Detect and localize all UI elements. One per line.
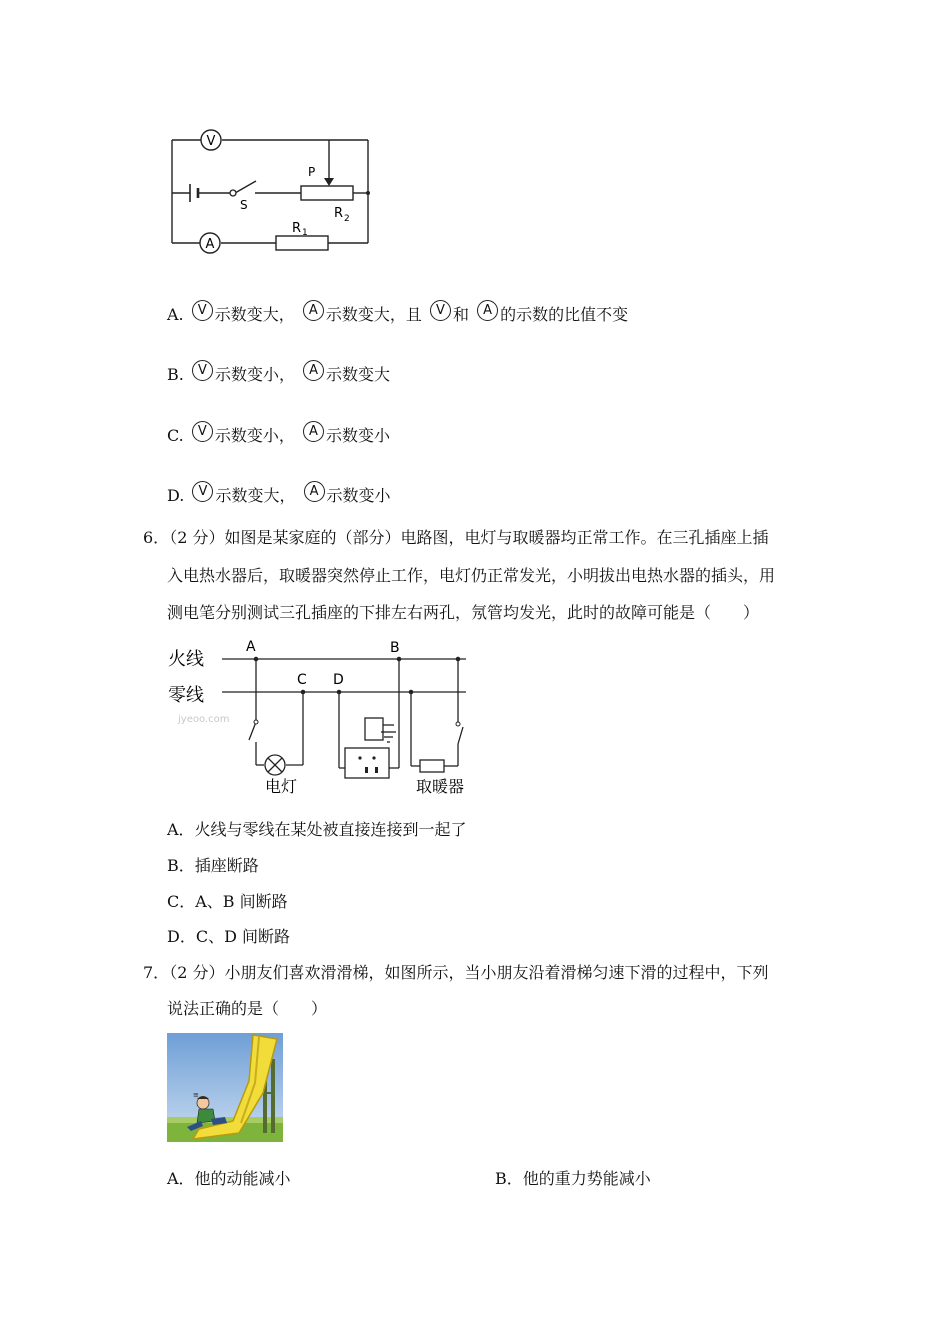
circuit-diagram-1 xyxy=(160,125,380,260)
q6-option-b[interactable]: B．插座断路 xyxy=(167,856,259,875)
q7-stem-line-1 xyxy=(143,962,768,984)
option-text: 示数变大 xyxy=(326,365,391,384)
q6-stem-line-2: 入电热水器后，取暖器突然停止工作，电灯仍正常发光，小明拔出电热水器的插头，用 xyxy=(167,566,776,585)
voltmeter-icon: V xyxy=(192,421,213,442)
q5-option-c[interactable] xyxy=(167,421,390,446)
question-number: 6． xyxy=(143,528,170,547)
stem-text: （2 分）小朋友们喜欢滑滑梯，如图所示，当小朋友沿着滑梯匀速下滑的过程中，下列 xyxy=(169,963,769,982)
lamp-label: 电灯 xyxy=(265,777,298,796)
household-circuit-diagram xyxy=(165,635,475,800)
option-text: 的示数的比值不变 xyxy=(500,305,629,324)
ammeter-icon: A xyxy=(303,300,324,321)
q5-option-d[interactable] xyxy=(167,481,391,506)
voltmeter-icon: V xyxy=(192,481,213,502)
ammeter-label: A xyxy=(205,237,215,252)
option-text: 示数变小 xyxy=(325,426,390,445)
option-letter: C. xyxy=(167,426,184,445)
point-c-label: C xyxy=(297,672,307,688)
option-text: 示数变小 xyxy=(326,486,391,505)
q5-option-a[interactable] xyxy=(167,300,628,325)
r2-label: R xyxy=(334,206,344,221)
slide-illustration xyxy=(167,1033,283,1142)
option-text: 示数变大， xyxy=(215,486,296,505)
voltmeter-label: V xyxy=(206,134,216,149)
option-text: 示数变小， xyxy=(214,426,295,445)
voltmeter-icon: V xyxy=(430,300,451,321)
q6-stem-line-1 xyxy=(143,527,768,549)
q5-option-b[interactable] xyxy=(167,360,390,385)
voltmeter-icon: V xyxy=(192,360,213,381)
q7-option-a[interactable]: A．他的动能减小 xyxy=(167,1169,291,1188)
option-text: 示数变大，且 xyxy=(325,305,422,324)
q6-option-a[interactable]: A．火线与零线在某处被直接连接到一起了 xyxy=(167,820,467,839)
q6-option-d[interactable]: D．C、D 间断路 xyxy=(167,927,290,946)
slider-label: P xyxy=(308,165,316,179)
ammeter-icon: A xyxy=(477,300,498,321)
option-text: 示数变大， xyxy=(214,305,295,324)
watermark: jyeoo.com xyxy=(178,714,230,725)
r2-subscript: 2 xyxy=(344,214,350,224)
svg-text:≡: ≡ xyxy=(193,1091,199,1099)
voltmeter-icon: V xyxy=(192,300,213,321)
option-letter: D. xyxy=(167,486,185,505)
ammeter-icon: A xyxy=(304,481,325,502)
point-d-label: D xyxy=(333,672,344,688)
ammeter-icon: A xyxy=(303,360,324,381)
option-letter: B. xyxy=(167,365,184,384)
q6-option-c[interactable]: C．A、B 间断路 xyxy=(167,892,288,911)
r1-subscript: 1 xyxy=(302,228,308,238)
point-b-label: B xyxy=(390,640,400,656)
stem-text: （2 分）如图是某家庭的（部分）电路图，电灯与取暖器均正常工作。在三孔插座上插 xyxy=(169,528,769,547)
q7-stem-line-2: 说法正确的是（ ） xyxy=(167,999,328,1018)
switch-label: S xyxy=(240,198,248,212)
q6-stem-line-3: 测电笔分别测试三孔插座的下排左右两孔，氖管均发光，此时的故障可能是（ ） xyxy=(167,603,760,622)
heater-label: 取暖器 xyxy=(416,777,465,796)
live-wire-label: 火线 xyxy=(168,649,204,670)
q7-option-b[interactable]: B．他的重力势能减小 xyxy=(495,1169,651,1188)
option-text: 示数变小， xyxy=(214,365,295,384)
point-a-label: A xyxy=(246,639,256,655)
option-text: 和 xyxy=(452,305,469,324)
r1-label: R xyxy=(292,221,302,236)
option-letter: A. xyxy=(167,305,184,324)
question-number: 7． xyxy=(143,963,170,982)
neutral-wire-label: 零线 xyxy=(168,685,204,706)
ammeter-icon: A xyxy=(303,421,324,442)
